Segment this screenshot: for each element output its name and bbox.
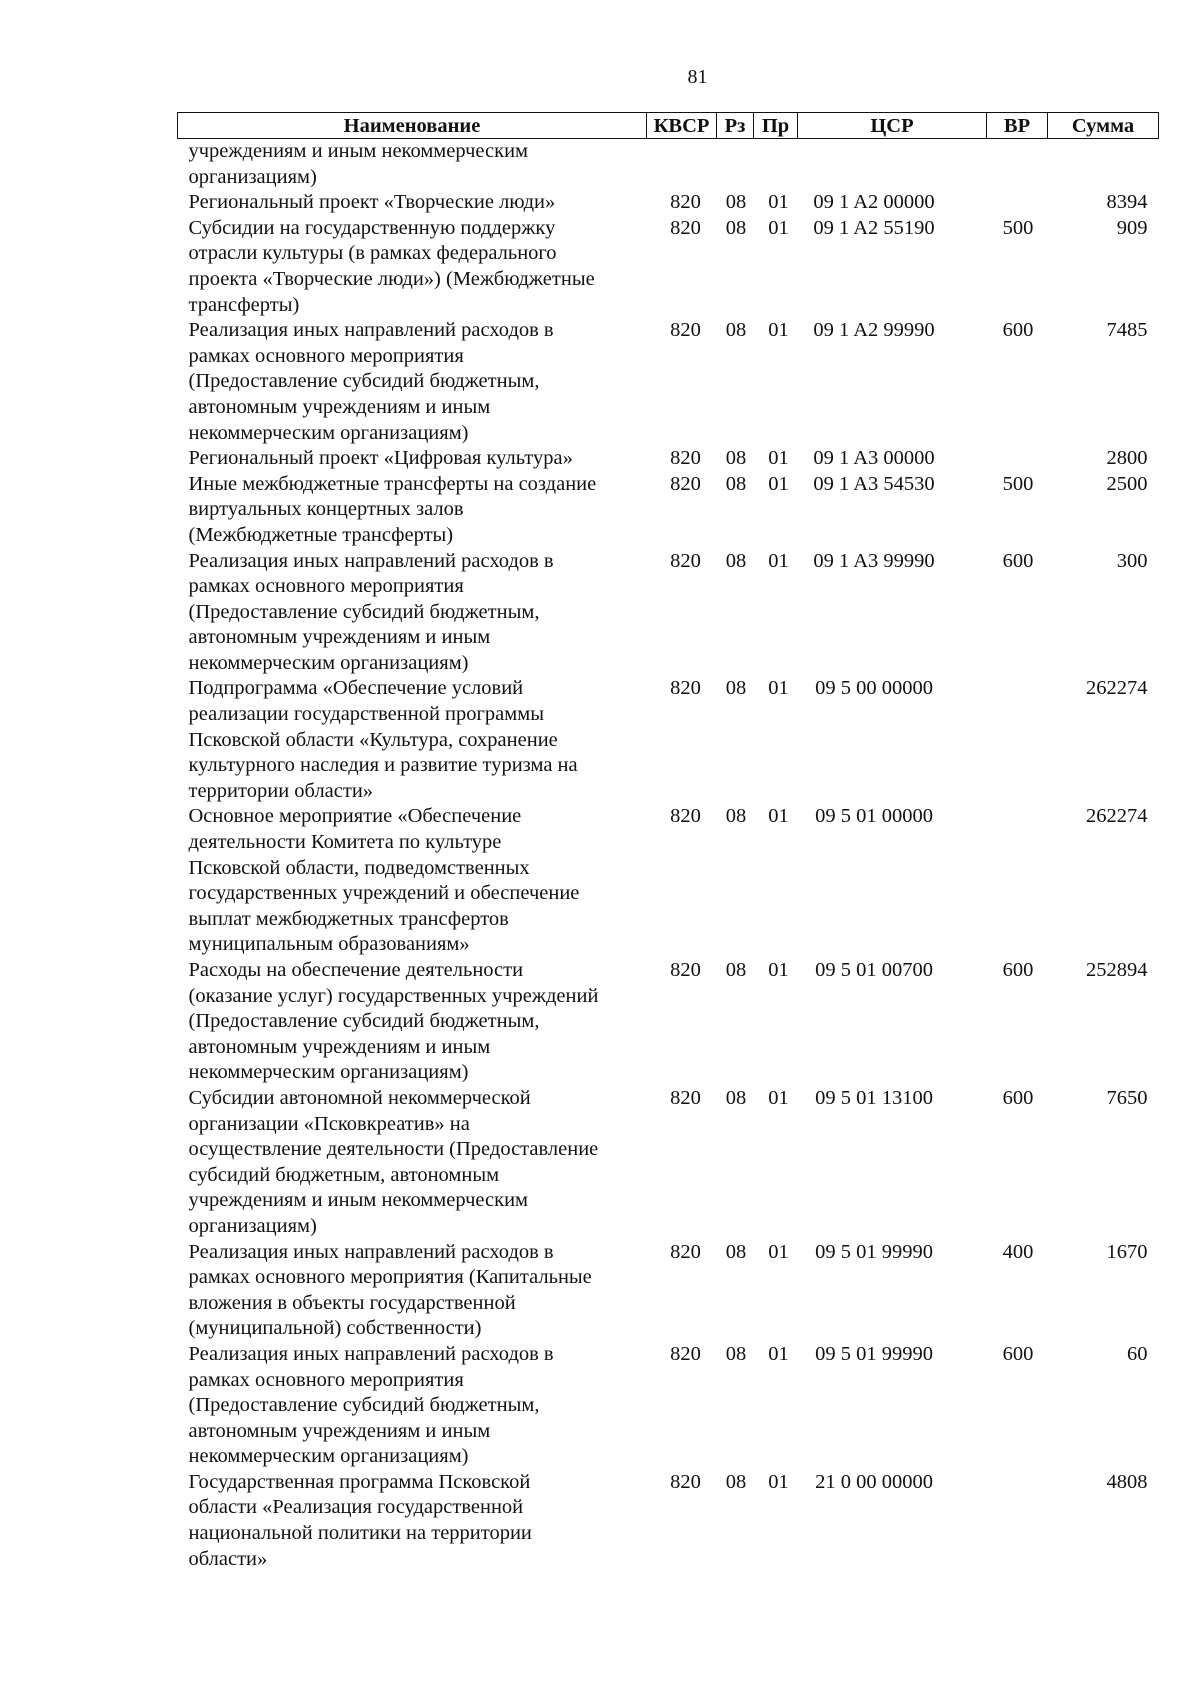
name-line: области» [188,1547,268,1570]
cell-vr: 600 [1002,959,1034,981]
name-line: некоммерческим организациям) [188,651,469,674]
cell-rz: 08 [725,319,747,342]
cell-kvsr: 820 [670,1086,701,1109]
cell-vr: 400 [1002,1240,1034,1263]
name-line: Региональный проект «Творческие люди» [188,191,556,214]
name-line: учреждениям и иным некоммерческим [188,1189,529,1212]
cell-sum: 7485 [1106,319,1148,342]
cell-kvsr: 820 [670,472,701,495]
table-row [178,676,1159,804]
cell-kvsr: 820 [670,549,701,572]
table-row [178,1086,1159,1240]
name-line: Реализация иных направлений расходов в [188,1240,554,1263]
cell-vr [987,190,1048,216]
cell-pr: 01 [768,216,789,239]
cell-vr: 600 [1002,1342,1034,1365]
name-line: осуществление деятельности (Предоставление [188,1138,599,1161]
cell-vr [987,139,1048,191]
name-line: (муниципальной) собственности) [188,1317,482,1340]
name-line: виртуальных концертных залов [188,498,464,521]
cell-csr: 09 5 01 00700 [815,959,933,981]
cell-rz: 08 [725,1470,747,1493]
cell-pr: 01 [768,677,789,700]
cell-sum: 252894 [1086,959,1148,981]
cell-sum: 2500 [1106,472,1148,495]
cell-name [178,472,647,549]
cell-sum: 8394 [1106,191,1148,214]
cell-kvsr: 820 [670,191,701,214]
table-row [178,1470,1159,1572]
cell-csr: 09 1 A3 00000 [813,447,935,470]
cell-name [178,1240,647,1342]
table-row [178,1240,1159,1342]
name-line: (Предоставление субсидий бюджетным, [188,1010,540,1033]
cell-name [178,1342,647,1470]
cell-sum: 2800 [1106,447,1148,470]
cell-sum: 1670 [1106,1240,1148,1263]
name-line: организациям) [188,165,317,188]
name-line: рамках основного мероприятия [188,1368,464,1391]
name-line: автономным учреждениям и иным [188,1035,491,1058]
name-line: Основное мероприятие «Обеспечение [188,805,522,828]
cell-csr: 09 5 01 13100 [815,1086,933,1109]
cell-vr [987,1470,1048,1572]
cell-name [178,1470,647,1572]
cell-vr [987,446,1048,472]
cell-sum: 262274 [1086,805,1148,828]
cell-pr: 01 [768,472,789,495]
cell-csr: 09 1 A3 99990 [813,549,935,572]
cell-rz: 08 [725,1086,747,1109]
cell-pr: 01 [768,319,789,342]
cell-csr: 09 1 A2 99990 [813,319,935,342]
name-line: (Предоставление субсидий бюджетным, [188,370,540,393]
name-line: учреждениям и иным некоммерческим [188,140,529,162]
cell-sum: 4808 [1106,1470,1148,1493]
name-line: Реализация иных направлений расходов в [188,319,554,342]
name-line: Иные межбюджетные трансферты на создание [188,472,597,495]
cell-name [178,676,647,804]
name-line: муниципальным образованиям» [188,933,470,956]
name-line: культурного наследия и развитие туризма на [188,754,578,777]
name-line: деятельности Комитета по культуре [188,831,502,854]
cell-sum: 909 [1116,216,1148,239]
cell-pr: 01 [768,805,789,828]
cell-rz: 08 [725,549,747,572]
cell-csr: 09 5 01 99990 [815,1240,933,1263]
table-row [178,549,1159,677]
header-pr: Пр [754,113,798,139]
name-line: Псковской области «Культура, сохранение [188,728,558,751]
name-line: вложения в объекты государственной [188,1291,516,1314]
cell-rz: 08 [725,959,747,981]
cell-rz: 08 [725,191,747,214]
page-number: 81 [687,66,708,88]
name-line: рамках основного мероприятия [188,344,464,367]
name-line: Расходы на обеспечение деятельности [188,959,524,981]
name-line: отрасли культуры (в рамках федерального [188,242,557,265]
cell-csr: 09 1 A2 00000 [813,191,935,214]
cell-pr [754,139,798,191]
cell-kvsr: 820 [670,1470,701,1493]
header-csr: ЦСР [798,113,987,139]
cell-csr: 09 5 00 00000 [815,677,933,700]
table-row [178,958,1159,1086]
cell-vr [987,804,1048,958]
cell-pr: 01 [768,1470,789,1493]
cell-rz: 08 [725,805,747,828]
table-row [178,190,1159,216]
name-line: выплат межбюджетных трансфертов [188,907,509,930]
cell-kvsr: 820 [670,805,701,828]
cell-name [178,549,647,677]
cell-vr: 600 [1002,1086,1034,1109]
cell-kvsr: 820 [670,216,701,239]
header-rz: Рз [717,113,754,139]
cell-rz: 08 [725,447,747,470]
name-line: рамках основного мероприятия [188,575,464,598]
table-row [178,446,1159,472]
header-kvsr: КВСР [647,113,717,139]
table-row [178,318,1159,446]
cell-csr: 09 1 A2 55190 [813,216,935,239]
cell-vr: 500 [1002,472,1034,495]
name-line: Субсидии автономной некоммерческой [188,1086,531,1109]
cell-pr: 01 [768,1342,789,1365]
name-line: (Межбюджетные трансферты) [188,523,454,546]
cell-csr: 09 1 A3 54530 [813,472,935,495]
name-line: области «Реализация государственной [188,1496,524,1519]
name-line: автономным учреждениям и иным [188,395,491,418]
cell-rz: 08 [725,216,747,239]
cell-sum: 60 [1127,1342,1148,1365]
name-line: территории области» [188,779,374,802]
name-line: Подпрограмма «Обеспечение условий [188,677,524,700]
name-line: автономным учреждениям и иным [188,1419,491,1442]
cell-name [178,804,647,958]
table-header [178,113,1159,139]
cell-rz: 08 [725,677,747,700]
table-row [178,1342,1159,1470]
name-line: (Предоставление субсидий бюджетным, [188,600,540,623]
table-row [178,216,1159,318]
cell-pr: 01 [768,1240,789,1263]
name-line: реализации государственной программы [188,703,544,726]
name-line: национальной политики на территории [188,1522,532,1545]
cell-name [178,216,647,318]
name-line: Псковской области, подведомственных [188,856,530,879]
header-name: Наименование [178,113,647,139]
cell-vr [987,676,1048,804]
cell-vr: 600 [1002,319,1034,342]
cell-name [178,1086,647,1240]
table-body [178,139,1159,1573]
cell-csr: 09 5 01 00000 [815,805,933,828]
name-line: некоммерческим организациям) [188,1445,469,1468]
cell-csr: 21 0 00 00000 [815,1470,933,1493]
name-line: Реализация иных направлений расходов в [188,1342,554,1365]
name-line: Государственная программа Псковской [188,1470,531,1493]
name-line: (оказание услуг) государственных учреждений [188,984,599,1007]
name-line: рамках основного мероприятия (Капитальные [188,1266,592,1289]
name-line: некоммерческим организациям) [188,421,469,444]
cell-rz: 08 [725,1342,747,1365]
cell-rz: 08 [725,1240,747,1263]
cell-rz [717,139,754,191]
cell-name [178,139,647,191]
header-sum: Сумма [1048,113,1159,139]
cell-kvsr: 820 [670,1240,701,1263]
name-line: проекта «Творческие люди») (Межбюджетные [188,267,595,290]
cell-csr: 09 5 01 99990 [815,1342,933,1365]
name-line: трансферты) [188,293,300,316]
cell-vr: 500 [1002,216,1034,239]
cell-kvsr: 820 [670,447,701,470]
name-line: субсидий бюджетным, автономным [188,1163,500,1186]
cell-sum [1048,139,1159,191]
cell-pr: 01 [768,959,789,981]
name-line: Субсидии на государственную поддержку [188,216,556,239]
cell-sum: 7650 [1106,1086,1148,1109]
name-line: организациям) [188,1214,317,1237]
budget-table [177,112,1159,1572]
cell-rz: 08 [725,472,747,495]
cell-name [178,190,647,216]
name-line: (Предоставление субсидий бюджетным, [188,1394,540,1417]
cell-kvsr: 820 [670,959,701,981]
table-row [178,472,1159,549]
cell-csr [798,139,987,191]
name-line: организации «Псковкреатив» на [188,1112,470,1135]
name-line: государственных учреждений и обеспечение [188,882,580,905]
table-row [178,804,1159,958]
cell-pr: 01 [768,447,789,470]
name-line: Региональный проект «Цифровая культура» [188,447,573,470]
cell-sum: 300 [1116,549,1148,572]
cell-kvsr: 820 [670,1342,701,1365]
cell-name [178,318,647,446]
cell-vr: 600 [1002,549,1034,572]
cell-kvsr [647,139,717,191]
cell-name [178,446,647,472]
cell-pr: 01 [768,191,789,214]
cell-kvsr: 820 [670,677,701,700]
cell-pr: 01 [768,549,789,572]
header-vr: ВР [987,113,1048,139]
table-row [178,139,1159,191]
name-line: Реализация иных направлений расходов в [188,549,554,572]
cell-sum: 262274 [1086,677,1148,700]
cell-pr: 01 [768,1086,789,1109]
name-line: некоммерческим организациям) [188,1061,469,1084]
cell-name [178,958,647,1086]
cell-kvsr: 820 [670,319,701,342]
name-line: автономным учреждениям и иным [188,626,491,649]
